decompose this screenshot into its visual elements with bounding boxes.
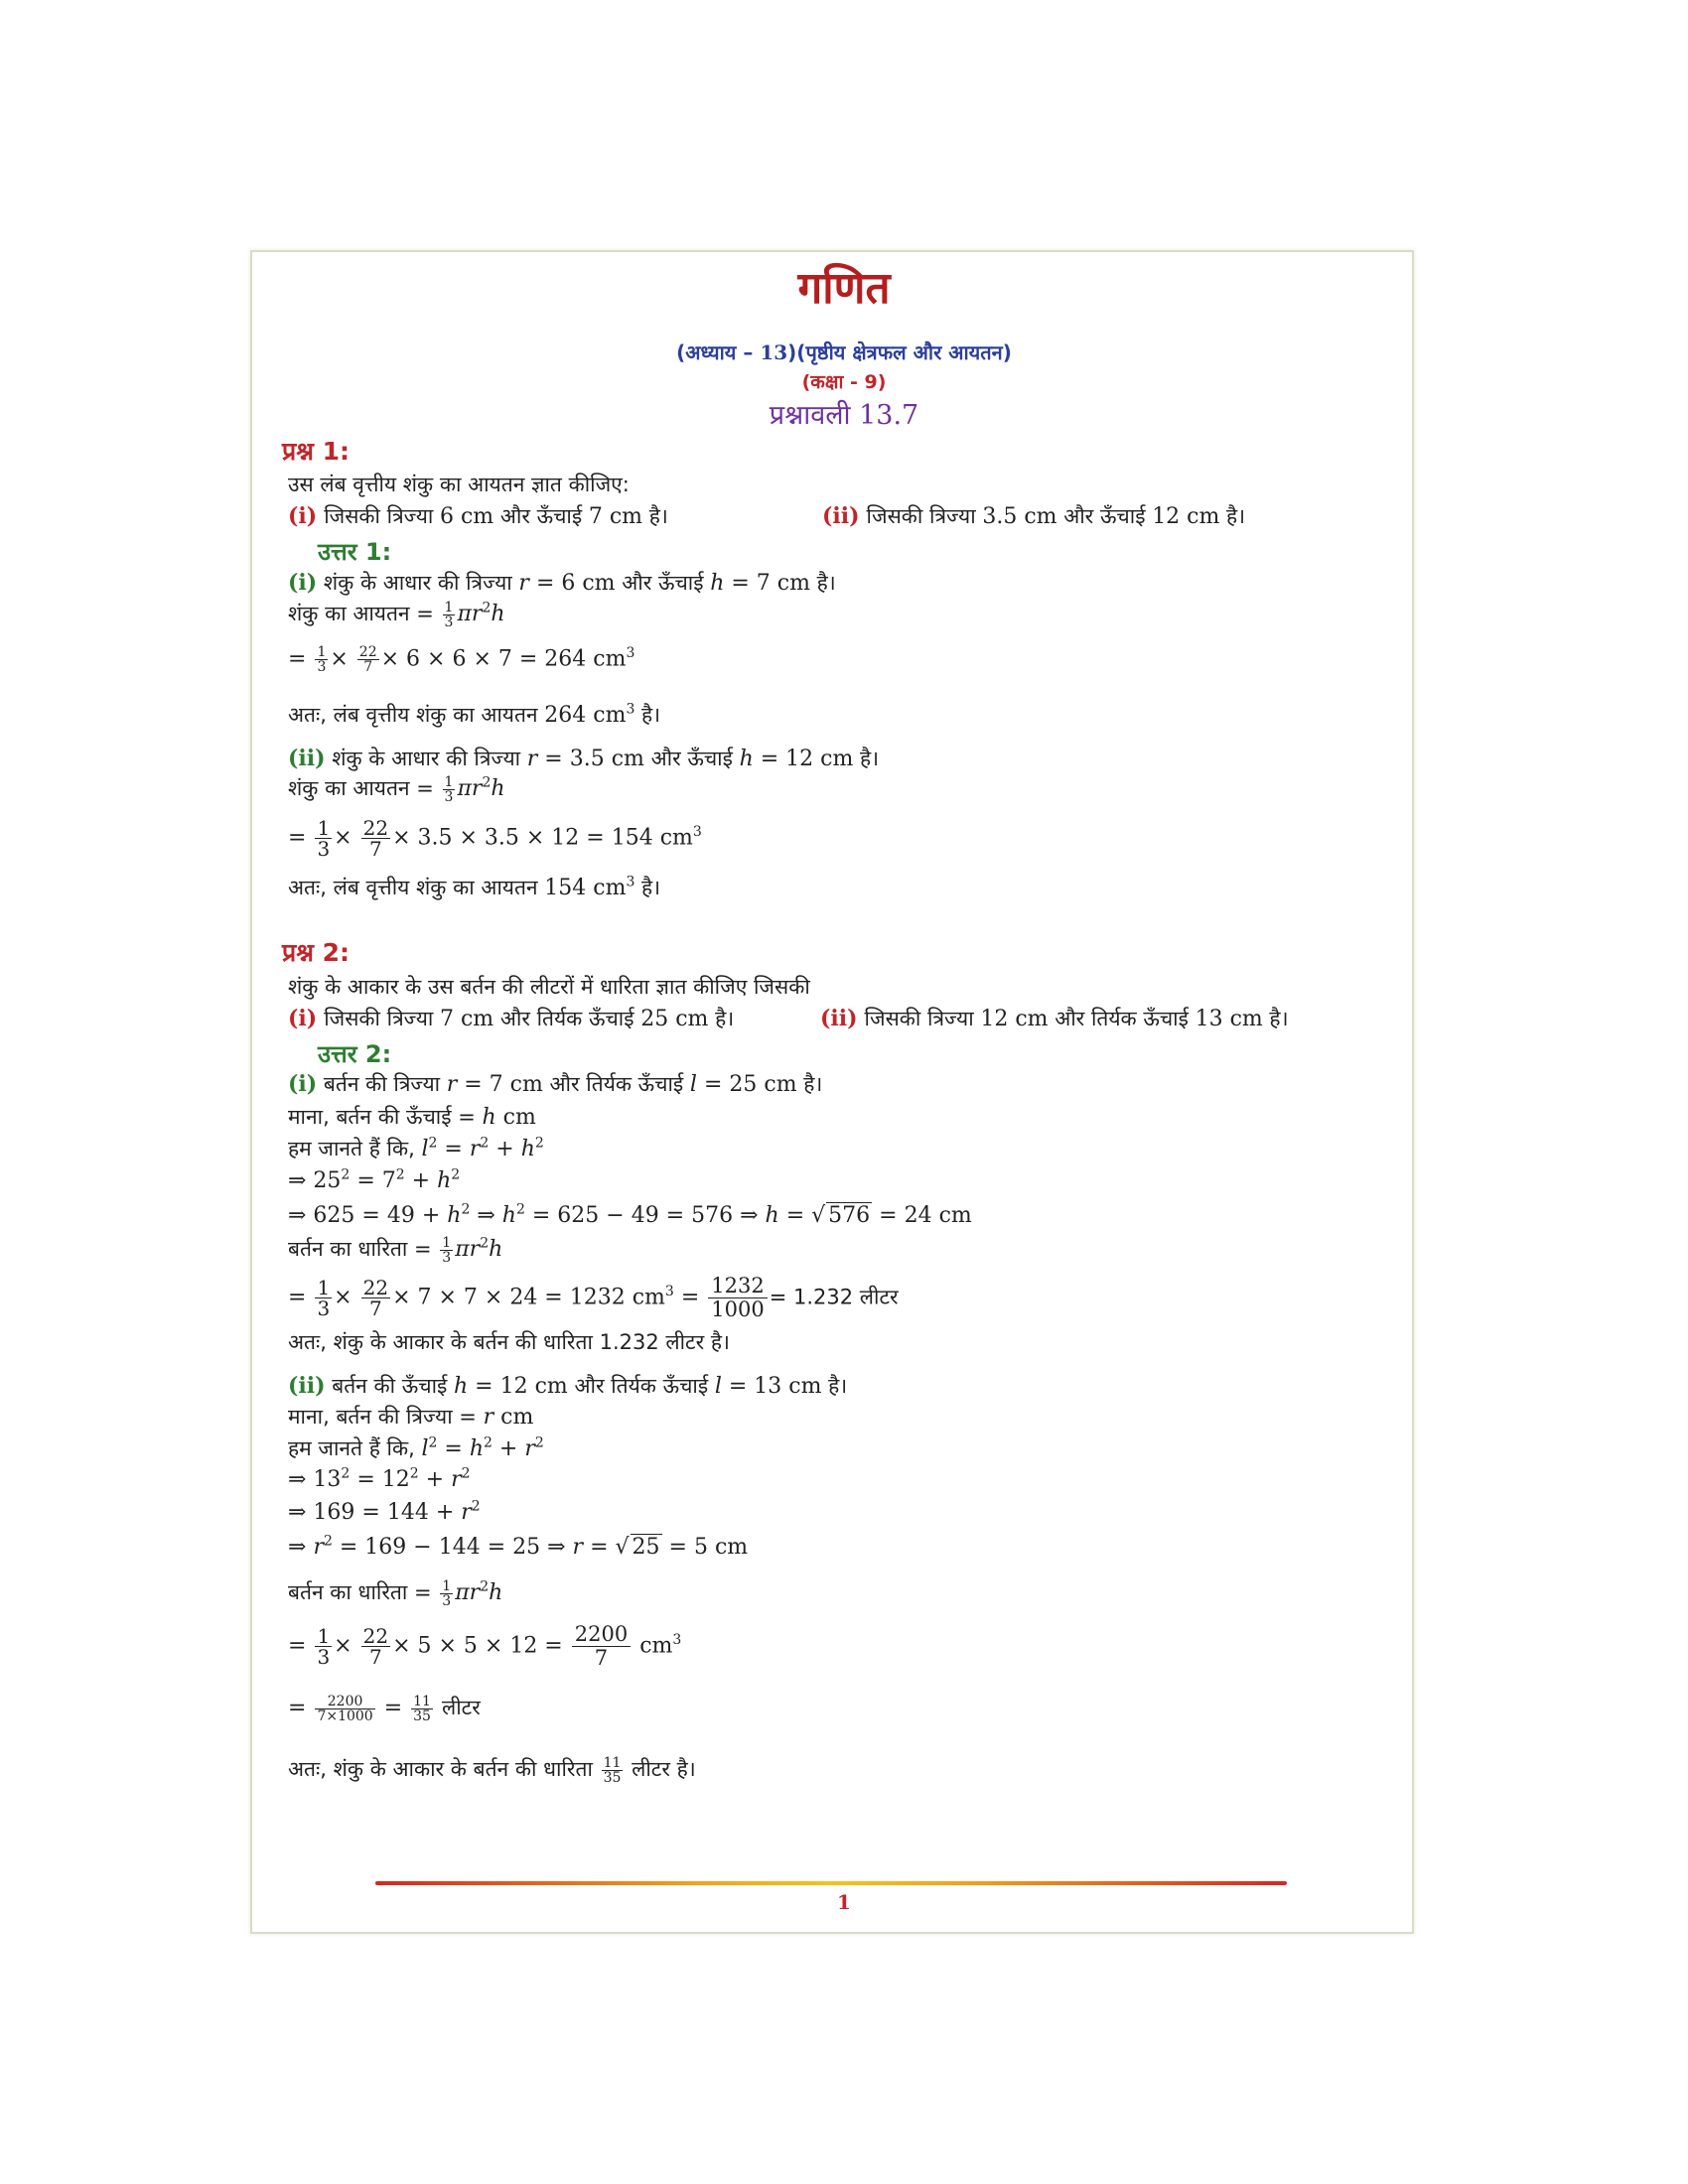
volume-fraction bbox=[572, 1623, 631, 1670]
sqrt-25: 25 bbox=[632, 1535, 660, 1560]
exercise-title bbox=[0, 395, 1688, 432]
one-third-fraction: $\frac{1}{3}$ bbox=[442, 1234, 452, 1266]
answer-2-part-ii-given: (ii) बर्तन की ऊँचाई h = 12 cm और तिर्यक ऊँचाई l = 13 cm है। bbox=[288, 1373, 848, 1399]
q2-ii-e: है। bbox=[1262, 1007, 1289, 1030]
q1-i-b: 6 cm bbox=[439, 504, 494, 529]
chapter-close: ) bbox=[787, 341, 797, 364]
a2-i-s2c: = √ bbox=[778, 1203, 826, 1228]
a1-ii-calc: × 3.5 × 3.5 × 12 = 154 cm bbox=[392, 825, 693, 851]
chapter-number: 13 bbox=[760, 341, 788, 364]
one-third-fraction: $\frac{1}{3}$ bbox=[444, 599, 454, 630]
exercise-label: प्रश्नावली bbox=[769, 400, 851, 431]
litre-fraction-1 bbox=[315, 1695, 374, 1723]
cm3-to-litre-fraction bbox=[708, 1275, 767, 1321]
a2-ii-c: और तिर्यक ऊँचाई bbox=[567, 1374, 715, 1398]
answer-2-part-i-calc: = $\frac{1}{3}$ × $\frac{22}{7}$ × 7 × 7 × 24 = 1232 $cm^3$ = $\frac{1232}{1000}$ = 1.232 लीटर bbox=[288, 1274, 899, 1321]
q2-ii-d: 13 cm bbox=[1195, 1007, 1263, 1031]
a2-ii-s3b: = 169 − 144 = 25 ⇒ bbox=[332, 1535, 573, 1560]
a2-i-conc: अतः, शंकु के आकार के बर्तन की धारिता 1.232 लीटर है। bbox=[288, 1330, 731, 1354]
answer-1-part-ii-given: (ii) शंकु के आधार की त्रिज्या r = 3.5 cm और ऊँचाई h = 12 cm है। bbox=[288, 746, 880, 771]
one-third-fraction: $\frac{1}{3}$ bbox=[442, 1577, 452, 1609]
a2-ii-label: (ii) bbox=[288, 1373, 326, 1399]
a1-ii-c: और ऊँचाई bbox=[643, 747, 740, 770]
question-2-part-ii bbox=[820, 1005, 1289, 1032]
a1-i-conc-c: है। bbox=[634, 703, 661, 727]
a2-i-b: = 7 cm bbox=[457, 1072, 543, 1097]
a2-cap-label: बर्तन का धारिता = bbox=[288, 1237, 439, 1261]
q2-ii-b: 12 cm bbox=[980, 1007, 1049, 1031]
question-1-part-ii bbox=[822, 502, 1245, 530]
a2-ii-num: 2200 bbox=[572, 1623, 631, 1647]
a1-i-e: है। bbox=[809, 571, 836, 595]
a2-ii-let-unit: cm bbox=[493, 1405, 534, 1430]
answer-1-volume-formula: शंकु का आयतन = $\frac{1}{3}$ $\pi r^2h$ bbox=[288, 599, 505, 630]
q1-ii-c: और ऊँचाई bbox=[1056, 504, 1153, 528]
a2-i-res: = 1.232 लीटर bbox=[769, 1285, 899, 1309]
a1-ii-conc-a: अतः, लंब वृत्तीय शंकु का आयतन bbox=[288, 876, 545, 899]
a1-vol-label: शंकु का आयतन = bbox=[288, 602, 441, 625]
q2-ii-c: और तिर्यक ऊँचाई bbox=[1048, 1007, 1196, 1030]
question-2-part-i bbox=[288, 1005, 734, 1032]
a2-i-a: बर्तन की त्रिज्या bbox=[317, 1072, 447, 1096]
q1-ii-a: जिसकी त्रिज्या bbox=[866, 504, 983, 528]
a1-ii-a: शंकु के आधार की त्रिज्या bbox=[325, 747, 527, 770]
q2-ii-a: जिसकी त्रिज्या bbox=[864, 1007, 981, 1030]
chapter-open: (अध्याय – bbox=[676, 341, 761, 364]
a2-i-let: माना, बर्तन की ऊँचाई = bbox=[288, 1105, 483, 1129]
a1-ii-b: = 3.5 cm bbox=[537, 747, 644, 771]
a2-i-s1: ⇒ 25 bbox=[288, 1168, 342, 1193]
a2-ii-num2: 2200 bbox=[315, 1695, 374, 1709]
answer-2-pythagoras-i: हम जानते हैं कि, $l^2 = r^2 + h^2$ bbox=[288, 1135, 544, 1161]
a1-i-label: (i) bbox=[288, 570, 318, 596]
a1-ii-conc-c: है। bbox=[634, 876, 661, 899]
a2-i-c: और तिर्यक ऊँचाई bbox=[542, 1072, 690, 1096]
question-2-text bbox=[288, 973, 810, 1001]
a2-i-s2a: ⇒ 625 = 49 + bbox=[288, 1203, 448, 1228]
question-1-part-i bbox=[288, 502, 668, 530]
a1-ii-d: = 12 cm bbox=[753, 747, 854, 771]
a2-i-calc: × 7 × 7 × 24 = 1232 cm bbox=[392, 1285, 665, 1310]
chapter-topic: (पृष्ठीय क्षेत्रफल और आयतन) bbox=[796, 341, 1012, 364]
q1-i-c: और ऊँचाई bbox=[493, 504, 589, 528]
answer-2-ii-step-2: ⇒ $169 = 144 + r^2$ bbox=[288, 1498, 481, 1525]
a2-i-s1b: = 7 bbox=[350, 1168, 396, 1193]
q2-i-a: जिसकी त्रिज्या bbox=[324, 1007, 440, 1030]
litre-fraction-2 bbox=[411, 1695, 433, 1723]
a2-i-e: है। bbox=[796, 1072, 823, 1096]
a2-i-s2e: = 24 cm bbox=[872, 1203, 972, 1228]
answer-1-part-i-given: (i) शंकु के आधार की त्रिज्या r = 6 cm और ऊँचाई h = 7 cm है। bbox=[288, 570, 836, 596]
answer-1-heading: उत्तर 1: bbox=[318, 538, 392, 566]
a2-ii-b: = 12 cm bbox=[468, 1374, 568, 1399]
q2-i-label: (i) bbox=[288, 1006, 318, 1031]
chapter-subtitle bbox=[0, 339, 1688, 365]
a2-ii-a: बर्तन की ऊँचाई bbox=[325, 1374, 455, 1398]
a2-ii-s2: ⇒ 169 = 144 + bbox=[288, 1500, 462, 1525]
question-2-heading: प्रश्न 2: bbox=[282, 938, 350, 967]
a2-cap-label-2: बर्तन का धारिता = bbox=[288, 1580, 439, 1604]
answer-1-part-ii-calc: = $\frac{1}{3}$ × $\frac{22}{7}$ × 3.5 × 3.5 × 12 = 154 $cm^3$ bbox=[288, 816, 702, 861]
answer-2-heading: उत्तर 2: bbox=[318, 1040, 392, 1068]
answer-2-let-height: माना, बर्तन की ऊँचाई = h cm bbox=[288, 1105, 536, 1130]
a2-ii-s1b: = 12 bbox=[350, 1467, 410, 1492]
answer-1-volume-formula-2: शंकु का आयतन = $\frac{1}{3}$ $\pi r^2h$ bbox=[288, 773, 505, 805]
answer-2-part-i-conclusion bbox=[288, 1328, 730, 1356]
a2-ii-s1: ⇒ 13 bbox=[288, 1467, 342, 1492]
a1-ii-label: (ii) bbox=[288, 746, 326, 771]
page-number: 1 bbox=[837, 1890, 851, 1914]
answer-1-part-ii-conclusion: अतः, लंब वृत्तीय शंकु का आयतन 154 $cm^3$ है। bbox=[288, 874, 661, 900]
a2-i-num: 1232 bbox=[708, 1275, 767, 1298]
a2-know-2: हम जानते हैं कि, bbox=[288, 1436, 422, 1460]
a2-ii-conc-a: अतः, शंकु के आकार के बर्तन की धारिता bbox=[288, 1757, 600, 1781]
a2-know: हम जानते हैं कि, bbox=[288, 1137, 422, 1160]
a2-ii-conc-den: 35 bbox=[603, 1769, 622, 1786]
answer-2-pythagoras-ii: हम जानते हैं कि, $l^2 = h^2 + r^2$ bbox=[288, 1434, 544, 1461]
q2-i-c: और तिर्यक ऊँचाई bbox=[493, 1007, 641, 1030]
answer-2-capacity-formula: बर्तन का धारिता = $\frac{1}{3}$ $\pi r^2h$ bbox=[288, 1234, 503, 1266]
one-third-fraction: $\frac{1}{3}$ bbox=[444, 773, 454, 805]
answer-2-part-i-given: (i) बर्तन की त्रिज्या r = 7 cm और तिर्यक ऊँचाई l = 25 cm है। bbox=[288, 1071, 823, 1097]
question-1-heading: प्रश्न 1: bbox=[282, 437, 350, 466]
answer-2-part-ii-litre: = $\frac{2200}{7\times 1000}$ = $\frac{11}{35}$ लीटर bbox=[288, 1693, 481, 1724]
a2-ii-s3c: = √ bbox=[583, 1535, 630, 1560]
q1-i-label: (i) bbox=[288, 503, 318, 529]
q1-i-e: है। bbox=[642, 504, 668, 528]
q1-ii-e: है। bbox=[1219, 504, 1246, 528]
a1-i-conc-b: 264 cm bbox=[544, 703, 627, 728]
q1-ii-d: 12 cm bbox=[1152, 504, 1220, 529]
a1-i-b: = 6 cm bbox=[528, 571, 616, 596]
a2-ii-den3: 35 bbox=[413, 1707, 431, 1724]
answer-2-ii-step-1: ⇒ $13^2 = 12^2 + r^2$ bbox=[288, 1465, 471, 1492]
answer-2-step-1: ⇒ $25^2 = 7^2 + h^2$ bbox=[288, 1166, 461, 1193]
answer-2-part-ii-conclusion bbox=[288, 1755, 696, 1785]
sqrt-576: 576 bbox=[828, 1203, 871, 1228]
twentytwo-seventh-fraction: $\frac{22}{7}$ bbox=[362, 816, 389, 861]
a1-i-conc-a: अतः, लंब वृत्तीय शंकु का आयतन bbox=[288, 703, 545, 727]
a2-ii-conc-b: लीटर है। bbox=[625, 1757, 696, 1781]
answer-1-part-i-calc: = $\frac{1}{3}$ × $\frac{22}{7}$ × 6 × 6 × 7 = 264 $cm^3$ bbox=[288, 644, 635, 675]
page-title: गणित bbox=[797, 263, 891, 314]
a2-i-let-unit: cm bbox=[495, 1105, 536, 1130]
one-third-fraction: $\frac{1}{3}$ bbox=[317, 644, 327, 675]
q2-ii-label: (ii) bbox=[820, 1006, 858, 1031]
q2-text: शंकु के आकार के उस बर्तन की लीटरों में धारिता ज्ञात कीजिए जिसकी bbox=[288, 975, 810, 999]
twentytwo-seventh-fraction: $\frac{22}{7}$ bbox=[362, 1624, 389, 1669]
eleven-35th-fraction bbox=[602, 1756, 624, 1785]
q1-i-a: जिसकी त्रिज्या bbox=[324, 504, 440, 528]
q1-ii-b: 3.5 cm bbox=[982, 504, 1057, 529]
a2-ii-e: है। bbox=[821, 1374, 848, 1398]
a1-ii-conc-b: 154 cm bbox=[544, 876, 627, 900]
answer-2-ii-step-3: ⇒ $r^2 = 169 - 144 = 25$ ⇒ r = √ 25 = 5 cm bbox=[288, 1533, 749, 1560]
a1-i-d: = 7 cm bbox=[724, 571, 810, 596]
q2-i-e: है। bbox=[708, 1007, 735, 1030]
a2-ii-den2: 7×1000 bbox=[317, 1707, 373, 1724]
a2-ii-s3e: = 5 cm bbox=[661, 1535, 749, 1560]
a2-i-d: = 25 cm bbox=[696, 1072, 797, 1097]
a2-ii-num3: 11 bbox=[413, 1693, 431, 1709]
exercise-number: 13.7 bbox=[859, 400, 919, 431]
answer-2-capacity-formula-2: बर्तन का धारिता = $\frac{1}{3}$ $\pi r^2h$ bbox=[288, 1577, 503, 1609]
one-third-fraction: $\frac{1}{3}$ bbox=[317, 1624, 331, 1669]
a2-ii-d: = 13 cm bbox=[721, 1374, 822, 1399]
a2-i-label: (i) bbox=[288, 1071, 318, 1097]
a1-i-a: शंकु के आधार की त्रिज्या bbox=[317, 571, 519, 595]
one-third-fraction: $\frac{1}{3}$ bbox=[317, 1276, 331, 1320]
answer-2-part-ii-calc: = $\frac{1}{3}$ × $\frac{22}{7}$ × 5 × 5 × 12 = $\frac{2200}{7}$ $cm^3$ bbox=[288, 1622, 682, 1670]
q1-ii-label: (ii) bbox=[822, 503, 860, 529]
a2-ii-litre: लीटर bbox=[441, 1696, 481, 1719]
a1-i-calc: × 6 × 6 × 7 = 264 cm bbox=[380, 646, 627, 672]
footer-divider bbox=[375, 1881, 1287, 1885]
a1-i-c: और ऊँचाई bbox=[615, 571, 711, 595]
a2-ii-unit: cm bbox=[633, 1633, 673, 1659]
q2-i-d: 25 cm bbox=[640, 1007, 709, 1031]
question-1-text bbox=[288, 471, 630, 498]
q1-text: उस लंब वृत्तीय शंकु का आयतन ज्ञात कीजिए: bbox=[288, 473, 630, 496]
a2-ii-let: माना, बर्तन की त्रिज्या = bbox=[288, 1405, 484, 1429]
q2-i-b: 7 cm bbox=[439, 1007, 494, 1031]
a2-i-s2b: = 625 − 49 = 576 ⇒ bbox=[524, 1203, 766, 1228]
answer-2-let-radius: माना, बर्तन की त्रिज्या = r cm bbox=[288, 1405, 534, 1430]
a2-ii-den: 7 bbox=[594, 1646, 609, 1670]
answer-2-step-2: ⇒ $625 = 49 + h^2$ ⇒ $h^2 = 625 - 49 = 576$ ⇒ h = √ 576 = 24 cm bbox=[288, 1201, 972, 1228]
one-third-fraction: $\frac{1}{3}$ bbox=[317, 816, 331, 861]
a1-ii-e: है। bbox=[853, 747, 880, 770]
a1-vol-label-2: शंकु का आयतन = bbox=[288, 776, 441, 800]
a2-ii-conc-num: 11 bbox=[603, 1754, 622, 1771]
twentytwo-seventh-fraction: $\frac{22}{7}$ bbox=[362, 1276, 389, 1320]
answer-1-part-i-conclusion: अतः, लंब वृत्तीय शंकु का आयतन 264 $cm^3$ है। bbox=[288, 701, 661, 728]
class-line: (कक्षा - 9) bbox=[801, 371, 887, 393]
a2-i-den: 1000 bbox=[711, 1297, 765, 1321]
a2-ii-calc: × 5 × 5 × 12 = bbox=[392, 1633, 570, 1659]
twentytwo-seventh-fraction: $\frac{22}{7}$ bbox=[358, 644, 377, 675]
q1-i-d: 7 cm bbox=[588, 504, 643, 529]
